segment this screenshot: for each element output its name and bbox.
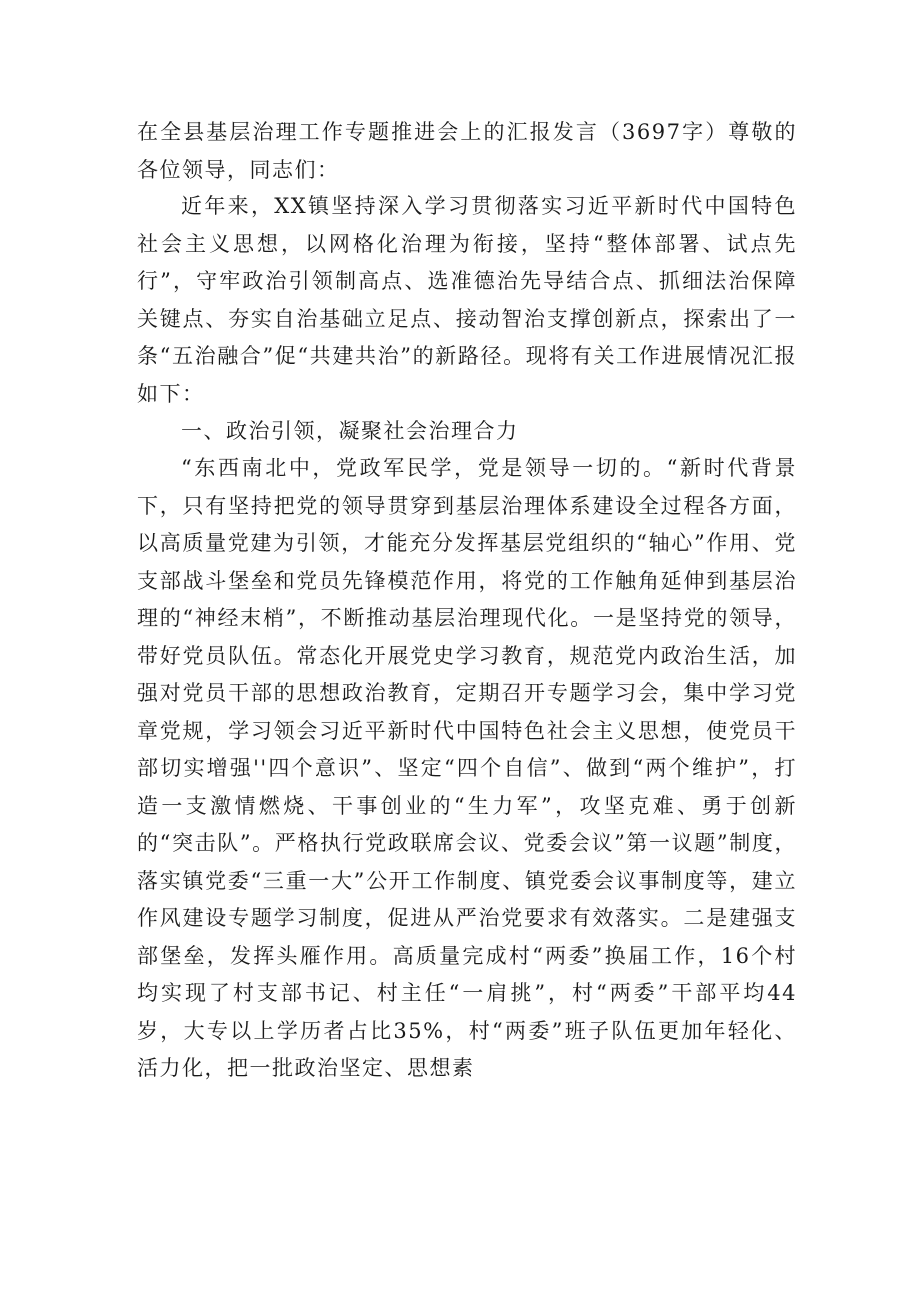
body-paragraph: “东西南北中，党政军民学，党是领导一切的。“新时代背景下，只有坚持把党的领导贯穿到基层治理体系建设全过程各方面，以高质量党建为引领，才能充分发挥基层党组织的“轴心”作用、党支部战斗堡垒和党员先锋模范作用，将党的工作触角延伸到基层治理的“神经末梢”，不断推动基层治理现代化。一是坚持党的领导，带好党员队伍。常态化开展党史学习教育，规范党内政治生活，加强对党员干部的思想政治教育，定期召开专题学习会，集中学习党章党规，学习领会习近平新时代中国特色社会主义思想，使党员干部切实增强''四个意识”、坚定“四个自信”、做到“两个维护”，打造一支激情燃烧、干事创业的“生力军”，攻坚克难、勇于创新的“突击队”。严格执行党政联席会议、党委会议”第一议题”制度，落实镇党委“三重一大”公开工作制度、镇党委会议事制度等，建立作风建设专题学习制度，促进从严治党要求有效落实。二是建强支部堡垒，发挥头雁作用。高质量完成村“两委”换届工作，16个村均实现了村支部书记、村主任“一肩挑”，村“两委”干部平均44岁，大专以上学历者占比35%，村“两委”班子队伍更加年轻化、活力化，把一批政治坚定、思想素	[137, 456, 797, 1080]
section-heading: 一、政治引领，凝聚社会治理合力	[181, 419, 519, 443]
intro-paragraph: 近年来，XX镇坚持深入学习贯彻落实习近平新时代中国特色社会主义思想，以网格化治理为衔接，坚持“整体部署、试点先行”，守牢政治引领制高点、选准德治先导结合点、抓细法治保障关键点、夯实自治基础立足点、接动智治支撑创新点，探索出了一条“五治融合”促“共建共治”的新路径。现将有关工作进展情况汇报如下：	[137, 194, 797, 406]
document-title-line: 在全县基层治理工作专题推进会上的汇报发言（3697字）尊敬的各位领导，同志们：	[137, 120, 797, 182]
